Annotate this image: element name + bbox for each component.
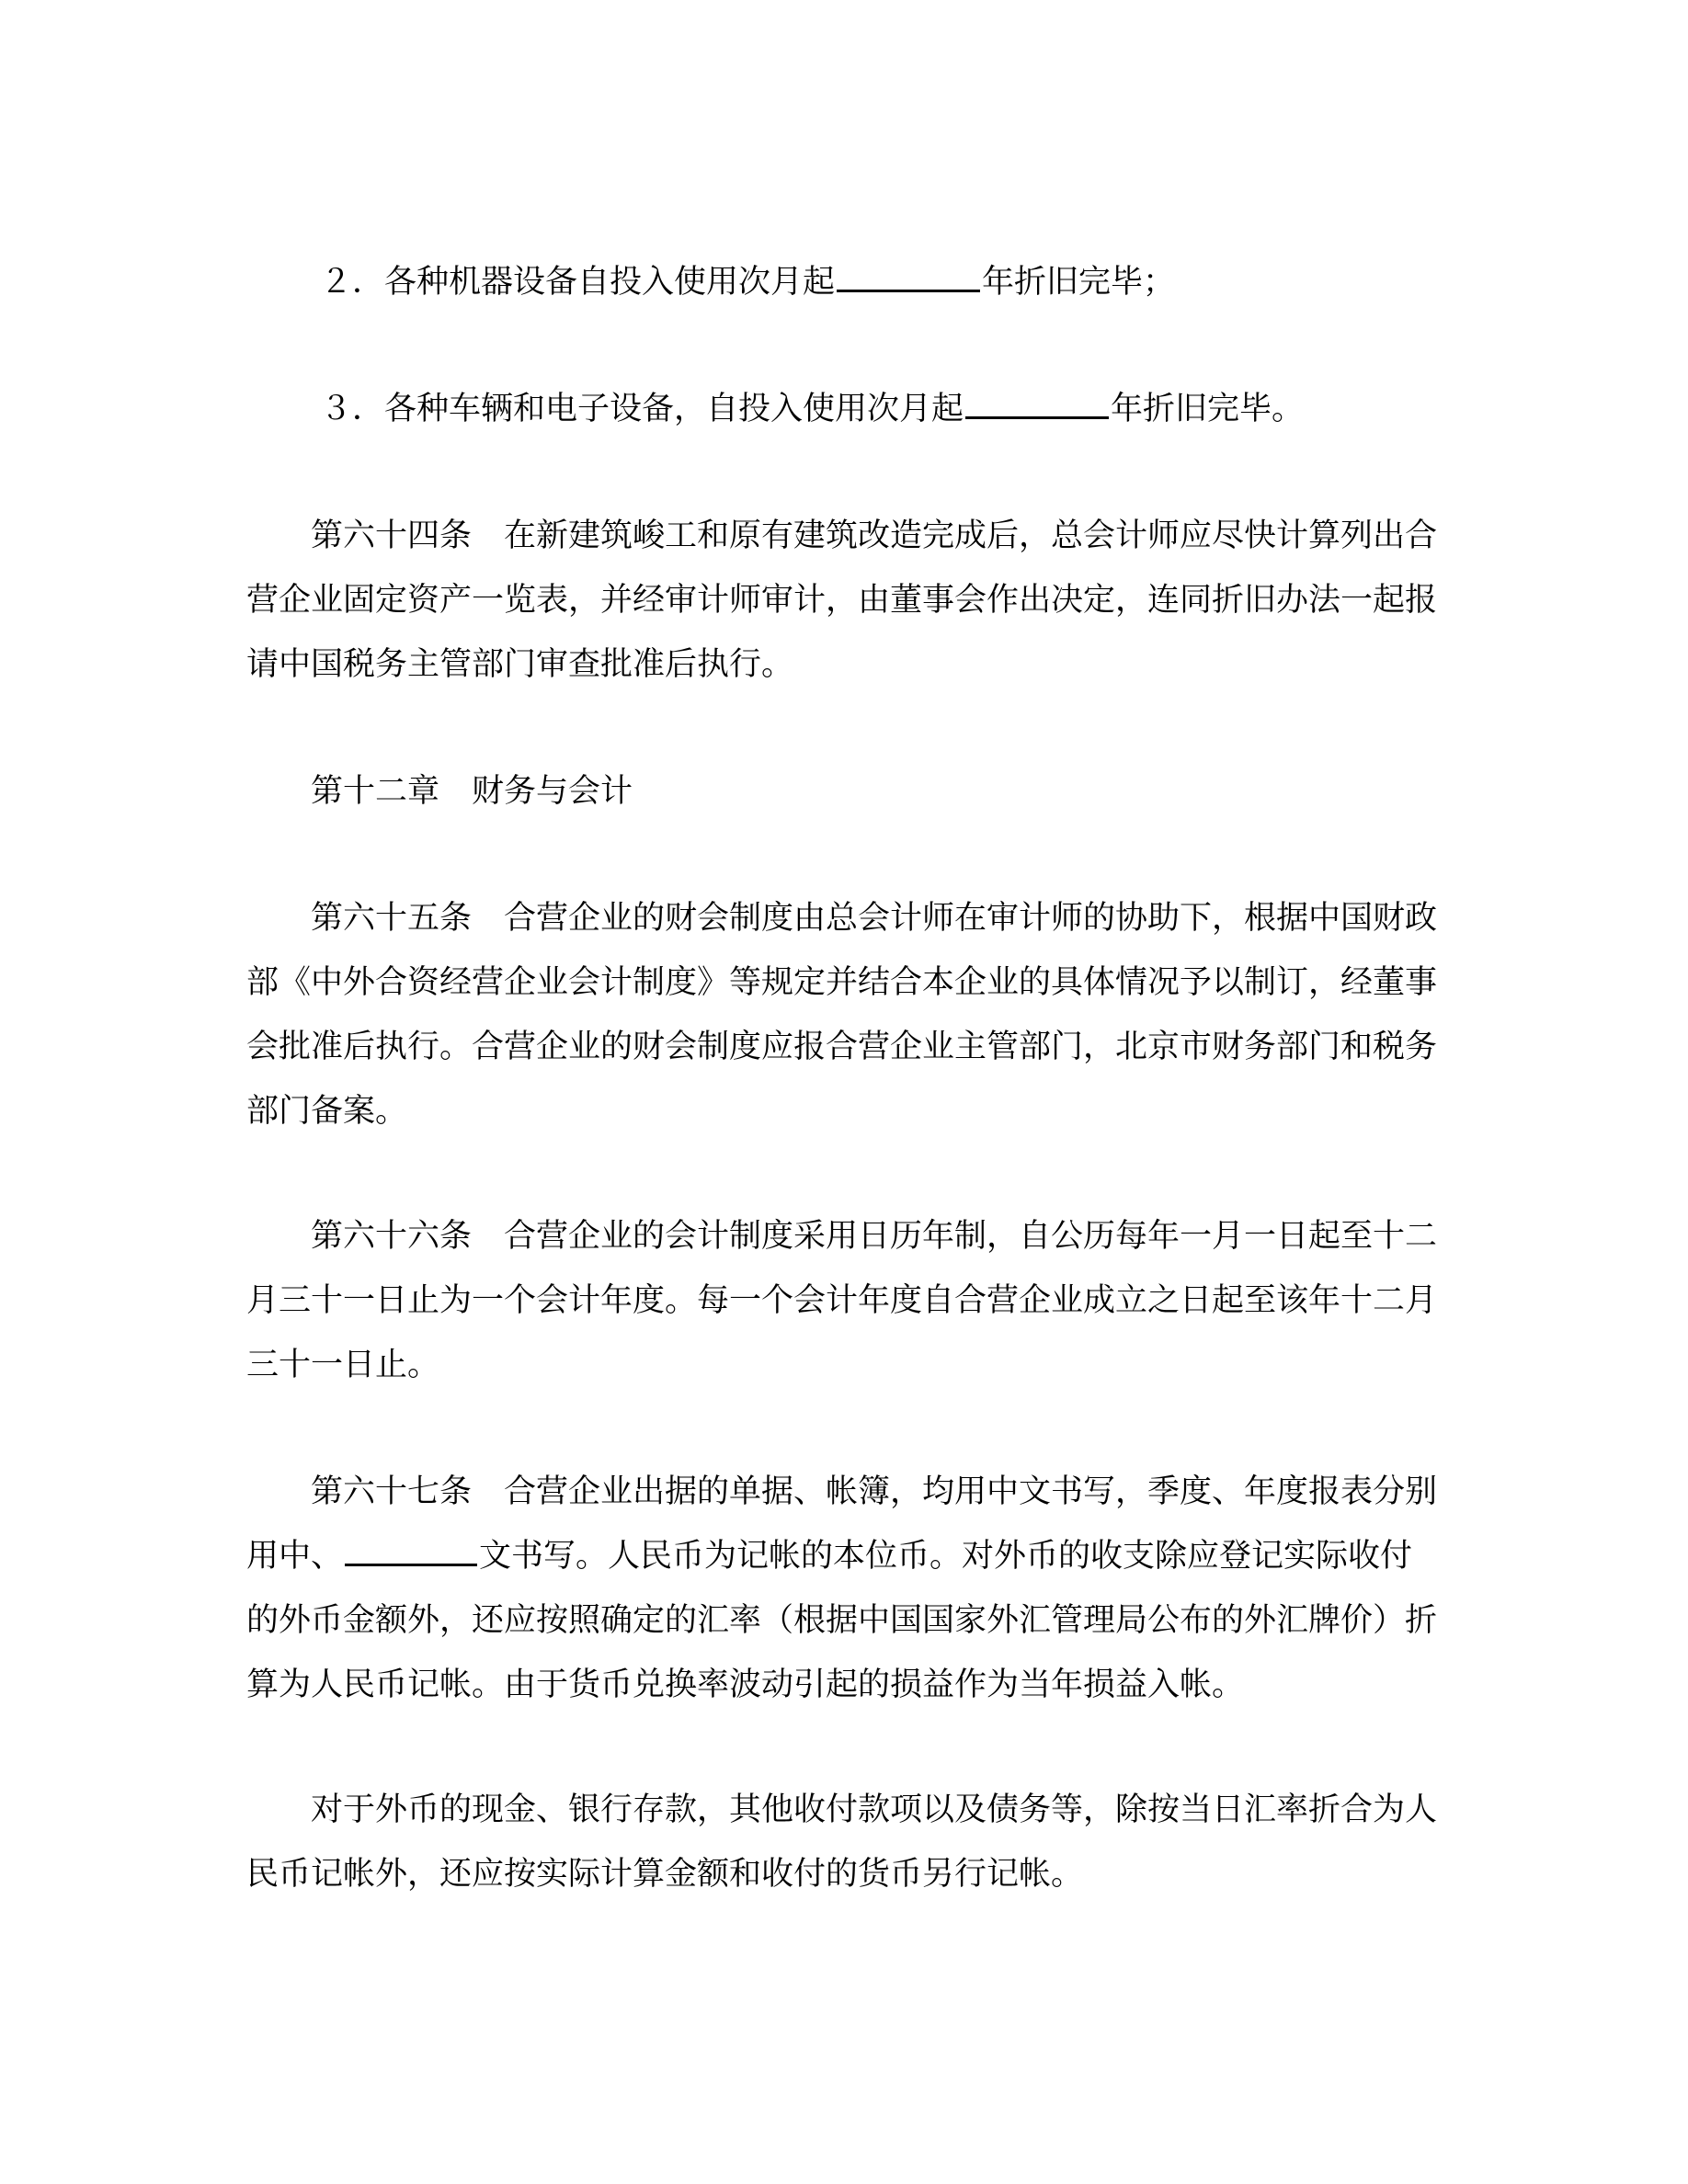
item-3-suffix: 年折旧完毕。 (1111, 391, 1305, 427)
article-66: 第六十六条 合营企业的会计制度采用日历年制，自公历每年一月一日起至十二月三十一日止为一个会计年度。每一个会计年度自合营企业成立之日起至该年十二月三十一日止。 (246, 1218, 1438, 1383)
article-67-blank (345, 1536, 477, 1566)
article-67-text: 第六十七条 合营企业出据的单据、帐簿，均用中文书写，季度、年度报表分别用中、 (246, 1473, 1438, 1575)
item-3-text: ３．各种车辆和电子设备，自投入使用次月起 (320, 391, 964, 427)
item-2-blank (837, 262, 980, 292)
item-2-text: ２．各种机器设备自投入使用次月起 (320, 264, 836, 301)
item-2-suffix: 年折旧完毕； (982, 264, 1176, 301)
chapter-12-heading: 第十二章 财务与会计 (311, 773, 633, 810)
article-67-continuation: 文书写。人民币为记帐的本位币。对外币的收支除应登记实际收付的外币金额外，还应按照确定的汇率（根据中国国家外汇管理局公布的外汇牌价）折算为人民币记帐。由于货币兑换率波动引起的损益作为当年损益入帐。 (246, 1538, 1438, 1703)
foreign-currency-paragraph: 对于外币的现金、银行存款，其他收付款项以及债务等，除按当日汇率折合为人民币记帐外，还应按实际计算金额和收付的货币另行记帐。 (246, 1792, 1438, 1893)
depreciation-item-2 (246, 250, 1442, 314)
article-65: 第六十五条 合营企业的财会制度由总会计师在审计师的协助下，根据中国财政部《中外合资经营企业会计制度》等规定并结合本企业的具体情况予以制订，经董事会批准后执行。合营企业的财会制度应报合营企业主管部门，北京市财务部门和税务部门备案。 (246, 900, 1438, 1130)
article-64: 第六十四条 在新建筑峻工和原有建筑改造完成后，总会计师应尽快计算列出合营企业固定资产一览表，并经审计师审计，由董事会作出决定，连同折旧办法一起报请中国税务主管部门审查批准后执行。 (246, 518, 1438, 683)
depreciation-item-3 (246, 377, 1442, 441)
item-3-blank (965, 389, 1109, 419)
article-67 (246, 1460, 1442, 1717)
